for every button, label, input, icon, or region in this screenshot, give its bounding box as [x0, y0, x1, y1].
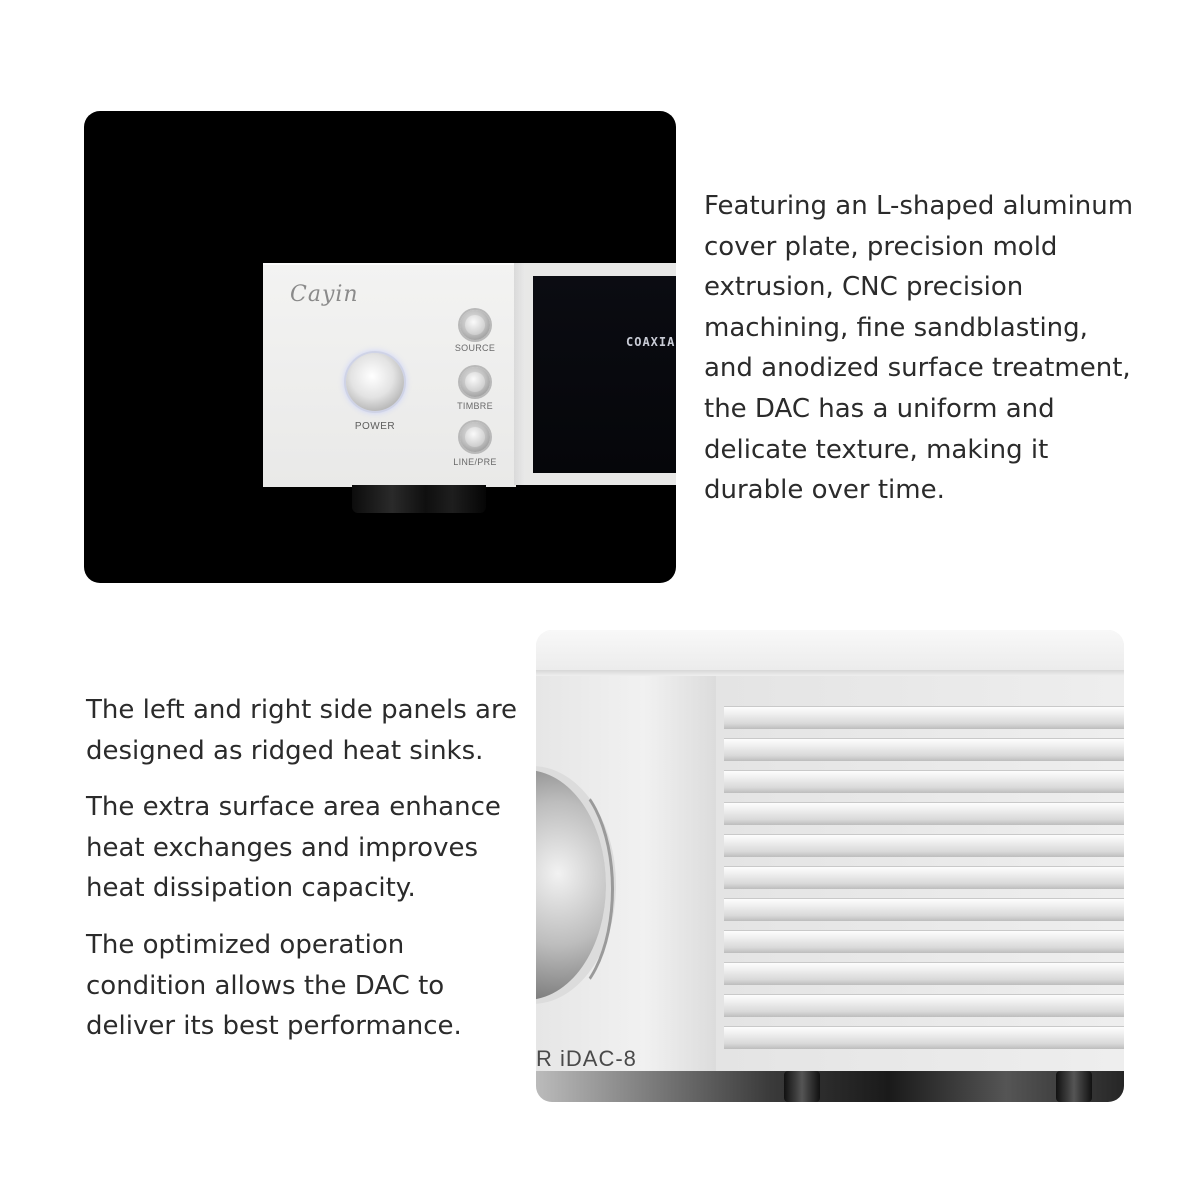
- bottom-description: [86, 690, 526, 1063]
- power-label: POWER: [354, 421, 396, 432]
- heatsink-fin: [724, 706, 1124, 729]
- timbre-label: TIMBRE: [457, 401, 493, 411]
- heatsink-fin: [724, 738, 1124, 761]
- device-foot: [784, 1071, 820, 1102]
- display-screen: [533, 276, 676, 473]
- front-panel-photo: [84, 111, 676, 583]
- heatsink-fin: [724, 834, 1124, 857]
- top-paragraph: Featuring an L-shaped aluminum cover plate, precision mold extrusion, CNC precision machining, fine sandblasting, and anodized surface treatment, the DAC has a uniform and delicate texture, making it durable over time.: [704, 191, 1134, 506]
- heatsink-fin: [724, 1026, 1124, 1049]
- heatsink-fin: [724, 802, 1124, 825]
- timbre-button: [460, 367, 490, 397]
- source-label: SOURCE: [454, 343, 496, 353]
- brand-logo: Cayin: [290, 282, 359, 307]
- heatsink-fin: [724, 898, 1124, 921]
- heatsink-fin: [724, 930, 1124, 953]
- bottom-paragraph-2: The extra surface area enhance heat exchanges and improves heat dissipation capacity.: [86, 792, 501, 904]
- heatsink-fin: [724, 770, 1124, 793]
- heatsink-photo: [536, 630, 1124, 1102]
- top-description: [704, 186, 1144, 511]
- source-button: [460, 310, 490, 340]
- heatsink-fin: [724, 994, 1124, 1017]
- heatsink-fin: [724, 962, 1124, 985]
- line-pre-button: [460, 422, 490, 452]
- model-label: R iDAC-8: [536, 1046, 637, 1071]
- device-foot: [1056, 1071, 1092, 1102]
- line-pre-label: LINE/PRE: [453, 457, 497, 467]
- power-knob: [346, 353, 404, 411]
- bottom-paragraph-3: The optimized operation condition allows the DAC to deliver its best performance.: [86, 929, 462, 1042]
- base-shadow: [536, 1071, 1124, 1102]
- heatsink-fin: [724, 866, 1124, 889]
- top-surface: [536, 630, 1124, 670]
- device-feet: [352, 485, 486, 513]
- bottom-paragraph-1: The left and right side panels are designed as ridged heat sinks.: [86, 695, 518, 766]
- screen-text: COAXIA: [626, 335, 676, 349]
